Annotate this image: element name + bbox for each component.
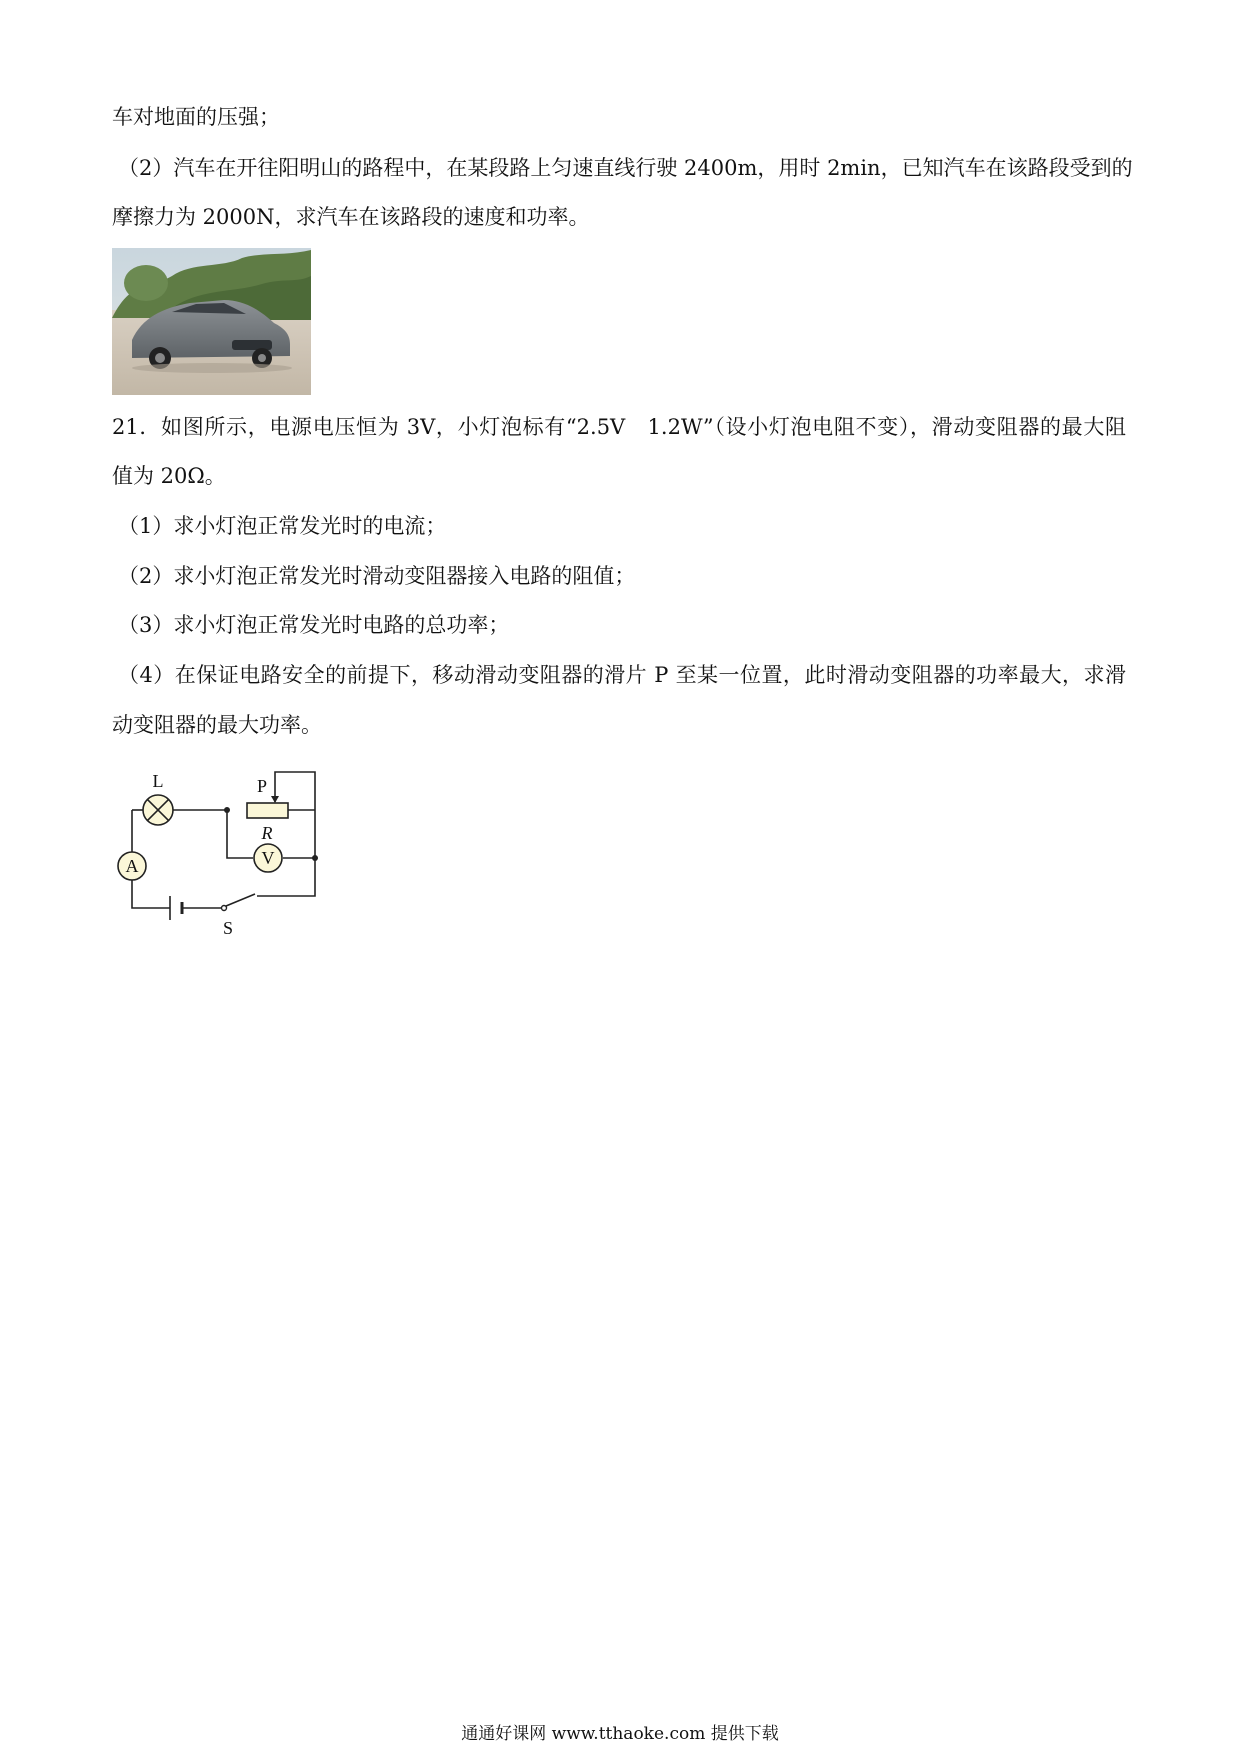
question-20-part-2-line-2: 摩擦力为 2000N，求汽车在该路段的速度和功率。 <box>112 205 590 229</box>
battery-symbol <box>170 896 182 920</box>
question-21-stem-line-1: 21．如图所示，电源电压恒为 3V，小灯泡标有“2.5V 1.2W”（设小灯泡电阻不变），滑动变阻器的最大阻 <box>112 415 1126 439</box>
question-21-part-3: （3）求小灯泡正常发光时电路的总功率； <box>118 613 510 637</box>
question-21-part-4-line-1: （4）在保证电路安全的前提下，移动滑动变阻器的滑片 P 至某一位置，此时滑动变阻器的功率最大，求滑 <box>118 663 1126 687</box>
question-20-part-2-line-1: （2）汽车在开往阳明山的路程中，在某段路上匀速直线行驶 2400m，用时 2min，已知汽车在该路段受到的 <box>118 156 1133 180</box>
text-line-1: 车对地面的压强； <box>112 105 280 129</box>
slider-label: P <box>256 776 268 796</box>
junction-dot <box>224 807 230 813</box>
switch-symbol <box>222 894 256 911</box>
voltmeter-label: V <box>261 848 275 868</box>
page-footer: 通通好课网 www.tthaoke.com 提供下载 <box>461 1724 779 1744</box>
lamp-label: L <box>152 771 164 791</box>
junction-dot <box>312 855 318 861</box>
ammeter-label: A <box>125 856 139 876</box>
slider-arrowhead <box>271 796 279 803</box>
circuit-diagram <box>110 760 330 940</box>
question-21-part-2: （2）求小灯泡正常发光时滑动变阻器接入电路的阻值； <box>118 564 636 588</box>
question-21-part-4-line-2: 动变阻器的最大功率。 <box>112 713 322 737</box>
question-21-part-1: （1）求小灯泡正常发光时的电流； <box>118 514 447 538</box>
switch-label: S <box>222 918 234 938</box>
rheostat-label: R <box>261 823 273 843</box>
question-21-stem-line-2: 值为 20Ω。 <box>112 464 226 488</box>
rheostat-symbol <box>247 803 288 818</box>
car-photo <box>112 248 311 395</box>
lamp-symbol <box>143 795 173 825</box>
